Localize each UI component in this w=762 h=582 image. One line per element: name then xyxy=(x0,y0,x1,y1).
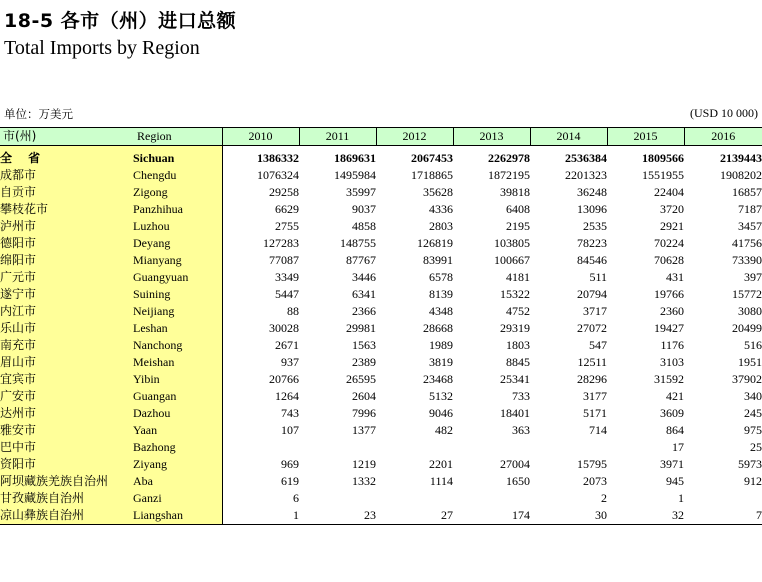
value-cell-2012: 1114 xyxy=(429,474,453,488)
value-cell-2010: 30028 xyxy=(269,321,299,335)
value-cell-2011: 87767 xyxy=(346,253,376,267)
value-cell-2010: 6629 xyxy=(275,202,299,216)
table-row xyxy=(0,371,762,388)
region-name-cn: 攀枝花市 xyxy=(0,201,133,218)
value-cell-2016: 1908202 xyxy=(720,168,762,182)
value-cell-2016: 15772 xyxy=(732,287,762,301)
table-row xyxy=(0,201,762,218)
value-cell-2014: 2 xyxy=(601,491,607,505)
value-cell-2013: 25341 xyxy=(500,372,530,386)
value-cell-2015: 22404 xyxy=(654,185,684,199)
value-cell-2015: 70224 xyxy=(654,236,684,250)
value-cell-2012 xyxy=(376,439,453,456)
region-name-en: Nanchong xyxy=(133,337,222,354)
value-cell-2013: 1803 xyxy=(506,338,530,352)
value-cell-2013: 15322 xyxy=(500,287,530,301)
value-cell-2012: 27 xyxy=(376,507,453,525)
value-cell-2012: 126819 xyxy=(417,236,453,250)
region-name-cn: 成都市 xyxy=(0,167,133,184)
value-cell-2014: 84546 xyxy=(577,253,607,267)
value-cell-2010: 619 xyxy=(281,474,299,488)
table-row xyxy=(0,252,762,269)
value-cell-2012: 23468 xyxy=(423,372,453,386)
table-header-row xyxy=(0,128,762,146)
value-cell-2016: 20499 xyxy=(732,321,762,335)
value-cell-2014: 12511 xyxy=(577,355,607,369)
value-cell-2012: 35628 xyxy=(423,185,453,199)
header-year-2011: 2011 xyxy=(299,128,376,146)
region-name-cn: 凉山彝族自治州 xyxy=(0,507,133,525)
value-cell-2015: 70628 xyxy=(654,253,684,267)
region-name-cn: 甘孜藏族自治州 xyxy=(0,490,133,507)
value-cell-2016: 1951 xyxy=(738,355,762,369)
value-cell-2015: 421 xyxy=(666,389,684,403)
region-name-cn: 南充市 xyxy=(0,337,133,354)
value-cell-2016: 37902 xyxy=(732,372,762,386)
region-name-en: Aba xyxy=(133,473,222,490)
value-cell-2010: 29258 xyxy=(269,185,299,199)
value-cell-2016: 912 xyxy=(744,474,762,488)
value-cell-2012: 83991 xyxy=(423,253,453,267)
value-cell-2015: 1176 xyxy=(660,338,684,352)
value-cell-2015: 1809566 xyxy=(642,151,684,165)
value-cell-2014: 2201323 xyxy=(565,168,607,182)
value-cell-2010: 1 xyxy=(222,507,299,525)
value-cell-2012: 9046 xyxy=(429,406,453,420)
value-cell-2011: 2366 xyxy=(352,304,376,318)
value-cell-2011: 1563 xyxy=(352,338,376,352)
value-cell-2010: 937 xyxy=(281,355,299,369)
value-cell-2014: 3177 xyxy=(583,389,607,403)
value-cell-2013: 2262978 xyxy=(488,151,530,165)
value-cell-2015: 1551955 xyxy=(642,168,684,182)
value-cell-2012: 4348 xyxy=(429,304,453,318)
value-cell-2010: 969 xyxy=(281,457,299,471)
value-cell-2013: 733 xyxy=(512,389,530,403)
region-name-cn: 泸州市 xyxy=(0,218,133,235)
value-cell-2014: 13096 xyxy=(577,202,607,216)
value-cell-2015: 19766 xyxy=(654,287,684,301)
value-cell-2016: 73390 xyxy=(732,253,762,267)
region-name-cn: 绵阳市 xyxy=(0,252,133,269)
table-row xyxy=(0,354,762,371)
table-row xyxy=(0,388,762,405)
value-cell-2015: 19427 xyxy=(654,321,684,335)
value-cell-2011: 2389 xyxy=(352,355,376,369)
value-cell-2014: 15795 xyxy=(577,457,607,471)
value-cell-2012: 1989 xyxy=(429,338,453,352)
table-row xyxy=(0,422,762,439)
table-row xyxy=(0,337,762,354)
value-cell-2014: 2073 xyxy=(583,474,607,488)
value-cell-2013: 39818 xyxy=(500,185,530,199)
value-cell-2012: 28668 xyxy=(423,321,453,335)
region-name-en: Panzhihua xyxy=(133,201,222,218)
table-row xyxy=(0,184,762,201)
value-cell-2015: 3103 xyxy=(660,355,684,369)
table-row xyxy=(0,439,762,456)
region-name-en: Suining xyxy=(133,286,222,303)
table-row xyxy=(0,490,762,507)
value-cell-2014: 20794 xyxy=(577,287,607,301)
value-cell-2011: 1495984 xyxy=(334,168,376,182)
value-cell-2014: 511 xyxy=(589,270,607,284)
region-name-en: Ganzi xyxy=(133,490,222,507)
value-cell-2015: 32 xyxy=(607,507,684,525)
region-name-cn: 德阳市 xyxy=(0,235,133,252)
value-cell-2010: 1264 xyxy=(275,389,299,403)
value-cell-2014: 30 xyxy=(530,507,607,525)
value-cell-2013: 8845 xyxy=(506,355,530,369)
value-cell-2010: 2755 xyxy=(275,219,299,233)
region-name-en: Mianyang xyxy=(133,252,222,269)
value-cell-2010: 1076324 xyxy=(257,168,299,182)
value-cell-2010: 5447 xyxy=(275,287,299,301)
value-cell-2010: 127283 xyxy=(263,236,299,250)
value-cell-2013: 4752 xyxy=(506,304,530,318)
region-name-cn: 雅安市 xyxy=(0,422,133,439)
region-name-cn: 内江市 xyxy=(0,303,133,320)
value-cell-2011: 6341 xyxy=(352,287,376,301)
value-cell-2011: 1377 xyxy=(352,423,376,437)
region-name-en: Guangyuan xyxy=(133,269,222,286)
region-name-cn: 资阳市 xyxy=(0,456,133,473)
value-cell-2012: 2067453 xyxy=(411,151,453,165)
value-cell-2015: 31592 xyxy=(654,372,684,386)
unit-label-chinese: 单位：万美元 xyxy=(4,107,73,121)
page-title-chinese: 18-5 各市（州）进口总额 xyxy=(4,10,237,32)
header-year-2015: 2015 xyxy=(607,128,684,146)
table-body xyxy=(0,146,762,525)
region-name-en: Neijiang xyxy=(133,303,222,320)
value-cell-2012: 1718865 xyxy=(411,168,453,182)
value-cell-2013: 6408 xyxy=(506,202,530,216)
header-year-2012: 2012 xyxy=(376,128,453,146)
region-name-cn: 眉山市 xyxy=(0,354,133,371)
value-cell-2011: 2604 xyxy=(352,389,376,403)
value-cell-2010: 1386332 xyxy=(257,151,299,165)
value-cell-2014: 78223 xyxy=(577,236,607,250)
region-name-en: Dazhou xyxy=(133,405,222,422)
table-row xyxy=(0,456,762,473)
value-cell-2013: 100667 xyxy=(494,253,530,267)
value-cell-2016: 41756 xyxy=(732,236,762,250)
region-name-cn: 全 省 xyxy=(0,146,133,168)
value-cell-2013: 1650 xyxy=(506,474,530,488)
region-name-en: Ziyang xyxy=(133,456,222,473)
value-cell-2013: 18401 xyxy=(500,406,530,420)
value-cell-2011: 4858 xyxy=(352,219,376,233)
value-cell-2012: 2201 xyxy=(429,457,453,471)
region-name-en: Luzhou xyxy=(133,218,222,235)
value-cell-2011: 1869631 xyxy=(334,151,376,165)
value-cell-2013: 363 xyxy=(512,423,530,437)
value-cell-2015: 864 xyxy=(666,423,684,437)
region-name-en: Leshan xyxy=(133,320,222,337)
value-cell-2016: 516 xyxy=(744,338,762,352)
region-name-cn: 乐山市 xyxy=(0,320,133,337)
value-cell-2011: 148755 xyxy=(340,236,376,250)
header-region-cn: 市(州) xyxy=(0,128,133,146)
value-cell-2010: 6 xyxy=(293,491,299,505)
table-row xyxy=(0,507,762,525)
region-name-en: Deyang xyxy=(133,235,222,252)
value-cell-2011 xyxy=(299,439,376,456)
region-name-en: Yibin xyxy=(133,371,222,388)
value-cell-2014: 36248 xyxy=(577,185,607,199)
value-cell-2012: 3819 xyxy=(429,355,453,369)
value-cell-2012: 4336 xyxy=(429,202,453,216)
value-cell-2011: 7996 xyxy=(352,406,376,420)
value-cell-2012: 2803 xyxy=(429,219,453,233)
value-cell-2015: 2921 xyxy=(660,219,684,233)
region-name-cn: 自贡市 xyxy=(0,184,133,201)
region-name-en: Sichuan xyxy=(133,146,222,168)
value-cell-2010: 88 xyxy=(287,304,299,318)
value-cell-2011: 35997 xyxy=(346,185,376,199)
region-name-cn: 巴中市 xyxy=(0,439,133,456)
region-name-cn: 遂宁市 xyxy=(0,286,133,303)
value-cell-2016: 16857 xyxy=(732,185,762,199)
value-cell-2011: 26595 xyxy=(346,372,376,386)
value-cell-2015: 431 xyxy=(666,270,684,284)
value-cell-2015: 3609 xyxy=(660,406,684,420)
value-cell-2010: 20766 xyxy=(269,372,299,386)
value-cell-2016: 340 xyxy=(744,389,762,403)
value-cell-2016 xyxy=(684,490,762,507)
value-cell-2016: 5973 xyxy=(738,457,762,471)
table-row xyxy=(0,286,762,303)
value-cell-2012 xyxy=(376,490,453,507)
value-cell-2013: 1872195 xyxy=(488,168,530,182)
value-cell-2010: 743 xyxy=(281,406,299,420)
value-cell-2010: 3349 xyxy=(275,270,299,284)
value-cell-2013: 174 xyxy=(453,507,530,525)
value-cell-2011: 9037 xyxy=(352,202,376,216)
header-region-en: Region xyxy=(133,128,222,146)
header-year-2016: 2016 xyxy=(684,128,762,146)
value-cell-2012: 482 xyxy=(435,423,453,437)
table-row xyxy=(0,218,762,235)
value-cell-2011: 1332 xyxy=(352,474,376,488)
table-row xyxy=(0,473,762,490)
table-row xyxy=(0,235,762,252)
value-cell-2014: 27072 xyxy=(577,321,607,335)
value-cell-2010 xyxy=(222,439,299,456)
value-cell-2014: 547 xyxy=(589,338,607,352)
value-cell-2013 xyxy=(453,439,530,456)
value-cell-2012: 8139 xyxy=(429,287,453,301)
value-cell-2013: 4181 xyxy=(506,270,530,284)
page-title-english: Total Imports by Region xyxy=(4,37,200,59)
value-cell-2013: 29319 xyxy=(500,321,530,335)
value-cell-2010: 107 xyxy=(281,423,299,437)
value-cell-2016: 2139443 xyxy=(720,151,762,165)
value-cell-2014: 3717 xyxy=(583,304,607,318)
value-cell-2016: 3080 xyxy=(738,304,762,318)
value-cell-2014: 2536384 xyxy=(565,151,607,165)
value-cell-2015: 2360 xyxy=(660,304,684,318)
value-cell-2014: 2535 xyxy=(583,219,607,233)
value-cell-2011: 3446 xyxy=(352,270,376,284)
value-cell-2011: 29981 xyxy=(346,321,376,335)
region-name-en: Bazhong xyxy=(133,439,222,456)
region-name-en: Meishan xyxy=(133,354,222,371)
value-cell-2015: 17 xyxy=(672,440,684,454)
value-cell-2014: 28296 xyxy=(577,372,607,386)
value-cell-2014: 714 xyxy=(589,423,607,437)
region-name-cn: 广元市 xyxy=(0,269,133,286)
value-cell-2016: 975 xyxy=(744,423,762,437)
region-name-en: Yaan xyxy=(133,422,222,439)
value-cell-2016: 397 xyxy=(744,270,762,284)
region-name-en: Zigong xyxy=(133,184,222,201)
value-cell-2014 xyxy=(530,439,607,456)
value-cell-2015: 945 xyxy=(666,474,684,488)
region-name-cn: 广安市 xyxy=(0,388,133,405)
header-year-2013: 2013 xyxy=(453,128,530,146)
value-cell-2016: 7187 xyxy=(738,202,762,216)
table-row xyxy=(0,269,762,286)
value-cell-2011: 23 xyxy=(299,507,376,525)
value-cell-2016: 25 xyxy=(750,440,762,454)
region-name-cn: 达州市 xyxy=(0,405,133,422)
region-name-en: Guangan xyxy=(133,388,222,405)
table-row xyxy=(0,405,762,422)
value-cell-2012: 5132 xyxy=(429,389,453,403)
value-cell-2015: 1 xyxy=(678,491,684,505)
value-cell-2012: 6578 xyxy=(429,270,453,284)
value-cell-2014: 5171 xyxy=(583,406,607,420)
value-cell-2015: 3971 xyxy=(660,457,684,471)
table-row-total xyxy=(0,146,762,168)
region-name-en: Liangshan xyxy=(133,507,222,525)
value-cell-2016: 245 xyxy=(744,406,762,420)
unit-label-english: (USD 10 000) xyxy=(690,106,758,120)
table-row xyxy=(0,303,762,320)
region-name-cn: 阿坝藏族羌族自治州 xyxy=(0,473,133,490)
value-cell-2010: 77087 xyxy=(269,253,299,267)
value-cell-2013 xyxy=(453,490,530,507)
value-cell-2016: 7 xyxy=(684,507,762,525)
header-year-2014: 2014 xyxy=(530,128,607,146)
region-name-cn: 宜宾市 xyxy=(0,371,133,388)
table-row xyxy=(0,167,762,184)
value-cell-2013: 103805 xyxy=(494,236,530,250)
value-cell-2013: 2195 xyxy=(506,219,530,233)
value-cell-2011: 1219 xyxy=(352,457,376,471)
header-year-2010: 2010 xyxy=(222,128,299,146)
value-cell-2016: 3457 xyxy=(738,219,762,233)
imports-table xyxy=(0,127,762,525)
value-cell-2010: 2671 xyxy=(275,338,299,352)
region-name-en: Chengdu xyxy=(133,167,222,184)
value-cell-2015: 3720 xyxy=(660,202,684,216)
table-row xyxy=(0,320,762,337)
value-cell-2011 xyxy=(299,490,376,507)
value-cell-2013: 27004 xyxy=(500,457,530,471)
